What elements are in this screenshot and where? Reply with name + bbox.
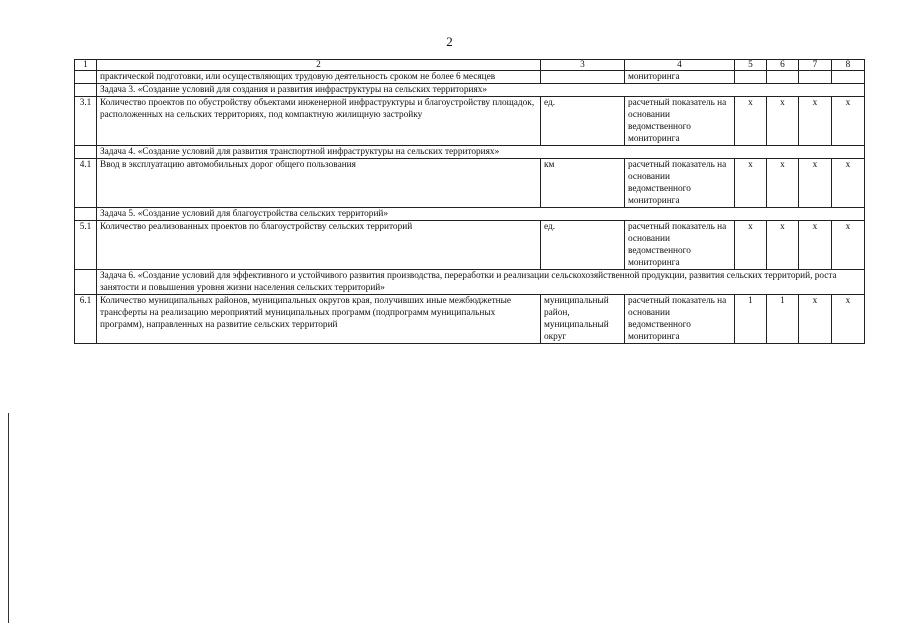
value-col8: x [832, 295, 865, 344]
task-5-title: Задача 5. «Создание условий для благоустройства сельских территорий» [97, 208, 865, 221]
indicators-table [74, 59, 865, 344]
header-cell: 8 [832, 60, 865, 71]
value-col6: 1 [767, 295, 799, 344]
task-4-title: Задача 4. «Создание условий для развития транспортной инфраструктуры на сельских территориях» [97, 146, 865, 159]
indicator-name: Количество проектов по обустройству объектами инженерной инфраструктуры и благоустройству площадок, расположенных на сельских территориях, под компактную жилищную застройку [97, 97, 541, 146]
calculation-method: мониторинга [625, 71, 735, 84]
row-number: 6.1 [75, 295, 97, 344]
task-row [75, 84, 865, 97]
value-col8 [832, 71, 865, 84]
unit: км [541, 159, 625, 208]
calculation-method: расчетный показатель на основании ведомственного мониторинга [625, 97, 735, 146]
scan-margin-line [8, 413, 9, 623]
table-header-row [75, 60, 865, 71]
row-number: 3.1 [75, 97, 97, 146]
calculation-method: расчетный показатель на основании ведомственного мониторинга [625, 295, 735, 344]
value-col7: x [799, 97, 832, 146]
header-cell: 5 [735, 60, 767, 71]
header-cell: 3 [541, 60, 625, 71]
task-6-title: Задача 6. «Создание условий для эффективного и устойчивого развития производства, переработки и реализации сельскохозяйственной продукции, развития сельских территорий, роста занятости и повышения уровня жизни населения сельских территорий» [97, 270, 865, 295]
unit: муниципальный район, муниципальный округ [541, 295, 625, 344]
task-3-title: Задача 3. «Создание условий для создания и развития инфраструктуры на сельских территориях» [97, 84, 865, 97]
unit: ед. [541, 221, 625, 270]
indicator-name: Ввод в эксплуатацию автомобильных дорог общего пользования [97, 159, 541, 208]
header-cell: 6 [767, 60, 799, 71]
value-col8: x [832, 97, 865, 146]
value-col5: x [735, 97, 767, 146]
header-cell: 2 [97, 60, 541, 71]
header-cell: 7 [799, 60, 832, 71]
indicator-name: практической подготовки, или осуществляющих трудовую деятельность сроком не более 6 месяцев [97, 71, 541, 84]
value-col6: x [767, 97, 799, 146]
header-cell: 1 [75, 60, 97, 71]
table-row [75, 221, 865, 270]
header-cell: 4 [625, 60, 735, 71]
value-col7: x [799, 159, 832, 208]
row-number: 4.1 [75, 159, 97, 208]
table-row [75, 97, 865, 146]
calculation-method: расчетный показатель на основании ведомственного мониторинга [625, 221, 735, 270]
table-row-continuation [75, 71, 865, 84]
value-col5: 1 [735, 295, 767, 344]
unit [541, 71, 625, 84]
value-col7: x [799, 295, 832, 344]
row-number [75, 71, 97, 84]
task-row [75, 208, 865, 221]
value-col7 [799, 71, 832, 84]
value-col5 [735, 71, 767, 84]
value-col8: x [832, 159, 865, 208]
task-row [75, 270, 865, 295]
value-col5: x [735, 159, 767, 208]
page-number: 2 [446, 34, 453, 49]
value-col7: x [799, 221, 832, 270]
row-number: 5.1 [75, 221, 97, 270]
table-row [75, 159, 865, 208]
table-row [75, 295, 865, 344]
value-col8: x [832, 221, 865, 270]
unit: ед. [541, 97, 625, 146]
indicator-name: Количество муниципальных районов, муниципальных округов края, получивших иные межбюджетные трансферты на реализацию мероприятий муниципальных программ (подпрограмм муниципальных программ), направленных на развитие сельских территорий [97, 295, 541, 344]
value-col6 [767, 71, 799, 84]
value-col6: x [767, 221, 799, 270]
calculation-method: расчетный показатель на основании ведомственного мониторинга [625, 159, 735, 208]
value-col6: x [767, 159, 799, 208]
task-row [75, 146, 865, 159]
indicator-name: Количество реализованных проектов по благоустройству сельских территорий [97, 221, 541, 270]
value-col5: x [735, 221, 767, 270]
